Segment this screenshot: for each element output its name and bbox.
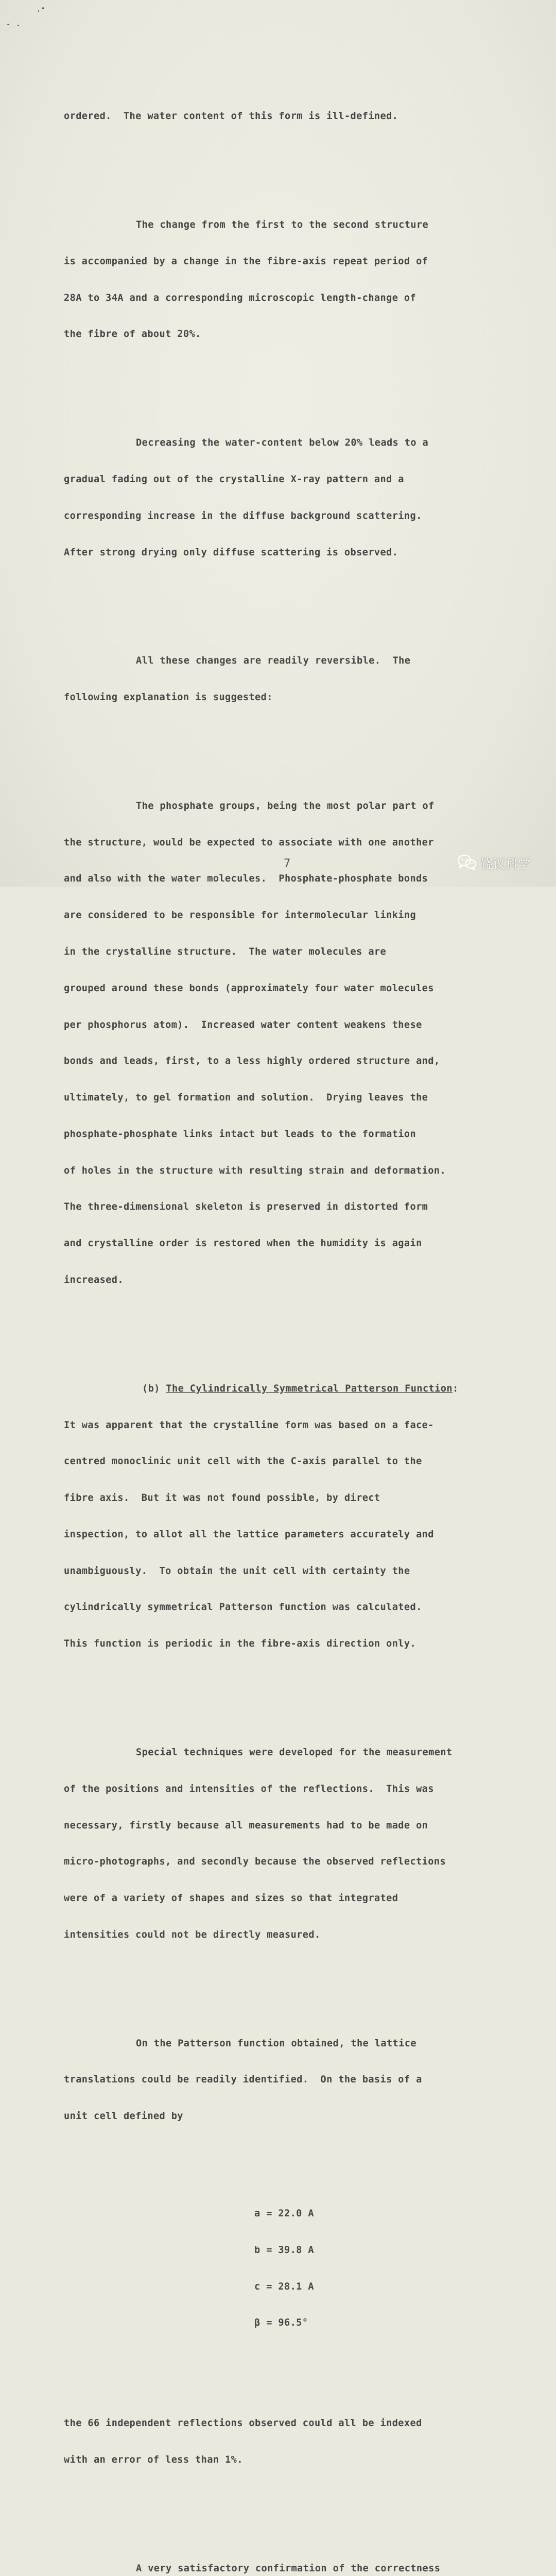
- text-line: phosphate-phosphate links intact but leads to the formation: [64, 1128, 416, 1140]
- unit-cell-a: a = 22.0 A: [254, 2208, 314, 2219]
- paragraph-1: [64, 86, 527, 147]
- section-heading-colon: :: [452, 1383, 459, 1394]
- text-line: grouped around these bonds (approximately four water molecules: [64, 982, 434, 994]
- watermark-text: 饶议科学: [481, 856, 530, 871]
- text-line: the structure, would be expected to associate with one another: [64, 837, 434, 848]
- page-number: 7: [284, 857, 291, 870]
- text-line: inspection, to allot all the lattice parameters accurately and: [64, 1529, 434, 1540]
- text-line: The change from the first to the second structure: [136, 219, 429, 231]
- text-line: On the Patterson function obtained, the lattice: [136, 2038, 416, 2049]
- text-line: is accompanied by a change in the fibre-axis repeat period of: [64, 256, 428, 267]
- paragraph-8: [64, 2013, 527, 2147]
- text-line: and crystalline order is restored when the humidity is again: [64, 1238, 422, 1249]
- text-line: bonds and leads, first, to a less highly ordered structure and,: [64, 1056, 440, 1067]
- watermark: [457, 851, 530, 874]
- text-line: the 66 independent reflections observed could all be indexed: [64, 2418, 422, 2429]
- text-line: were of a variety of shapes and sizes so that integrated: [64, 1893, 398, 1904]
- section-marker: (b): [142, 1383, 160, 1394]
- text-line: ultimately, to gel formation and solution. Drying leaves the: [64, 1092, 428, 1104]
- text-line: ordered. The water content of this form is ill-defined.: [64, 111, 398, 122]
- text-line: translations could be readily identified. On the basis of a: [64, 2074, 422, 2086]
- unit-cell-b: b = 39.8 A: [254, 2244, 314, 2256]
- text-line: are considered to be responsible for intermolecular linking: [64, 910, 416, 921]
- text-line: Decreasing the water-content below 20% leads to a: [136, 437, 429, 449]
- text-line: increased.: [64, 1275, 124, 1285]
- paragraph-7: [64, 1722, 527, 1965]
- text-line: cylindrically symmetrical Patterson function was calculated.: [64, 1602, 422, 1613]
- text-line: of holes in the structure with resulting strain and deformation.: [64, 1165, 446, 1176]
- unit-cell-equations: [64, 2183, 527, 2353]
- text-line: fibre axis. But it was not found possible, by direct: [64, 1493, 380, 1504]
- section-heading: The Cylindrically Symmetrical Patterson Function: [166, 1383, 453, 1394]
- scan-speck: [42, 7, 44, 9]
- text-line: After strong drying only diffuse scattering is observed.: [64, 547, 398, 558]
- text-line: 28A to 34A and a corresponding microscopic length-change of: [64, 292, 416, 303]
- scan-speck: [7, 24, 9, 25]
- text-line: unambiguously. To obtain the unit cell with certainty the: [64, 1565, 410, 1577]
- text-line: gradual fading out of the crystalline X-ray pattern and a: [64, 474, 404, 485]
- text-line: necessary, firstly because all measurements had to be made on: [64, 1820, 428, 1831]
- text-line: the fibre of about 20%.: [64, 329, 201, 340]
- text-line: All these changes are readily reversible. The: [136, 655, 411, 667]
- text-line: in the crystalline structure. The water molecules are: [64, 946, 387, 957]
- paragraph-10: [64, 2538, 527, 2576]
- text-line: with an error of less than 1%.: [64, 2454, 243, 2465]
- text-line: This function is periodic in the fibre-axis direction only.: [64, 1638, 416, 1650]
- text-line: Special techniques were developed for the measurement: [136, 1747, 453, 1758]
- typewritten-text: [64, 62, 527, 2576]
- paragraph-6: [64, 1359, 527, 1674]
- paragraph-4: [64, 631, 527, 728]
- text-line: intensities could not be directly measured.: [64, 1929, 321, 1940]
- paragraph-9: [64, 2393, 527, 2490]
- scan-speck: [38, 10, 39, 12]
- text-line: unit cell defined by: [64, 2111, 183, 2122]
- text-line: of the positions and intensities of the reflections. This was: [64, 1783, 434, 1794]
- text-line: The three-dimensional skeleton is preserved in distorted form: [64, 1201, 428, 1213]
- unit-cell-beta: β = 96.5°: [254, 2317, 308, 2329]
- text-line: corresponding increase in the diffuse background scattering.: [64, 510, 422, 521]
- text-line: and also with the water molecules. Phosphate-phosphate bonds: [64, 873, 428, 885]
- text-line: A very satisfactory confirmation of the correctness: [136, 2563, 441, 2574]
- scan-speck: [18, 25, 19, 26]
- text-line: It was apparent that the crystalline form was based on a face-: [64, 1419, 434, 1431]
- paragraph-3: [64, 413, 527, 583]
- section-heading-line: [64, 1383, 527, 1395]
- unit-cell-c: c = 28.1 A: [254, 2281, 314, 2292]
- text-line: per phosphorus atom). Increased water content weakens these: [64, 1019, 422, 1030]
- paragraph-2: [64, 195, 527, 365]
- text-line: centred monoclinic unit cell with the C-axis parallel to the: [64, 1456, 422, 1467]
- text-line: The phosphate groups, being the most polar part of: [136, 800, 435, 811]
- text-line: following explanation is suggested:: [64, 692, 273, 703]
- wechat-icon: [457, 854, 477, 871]
- text-line: micro-photographs, and secondly because the observed reflections: [64, 1856, 446, 1868]
